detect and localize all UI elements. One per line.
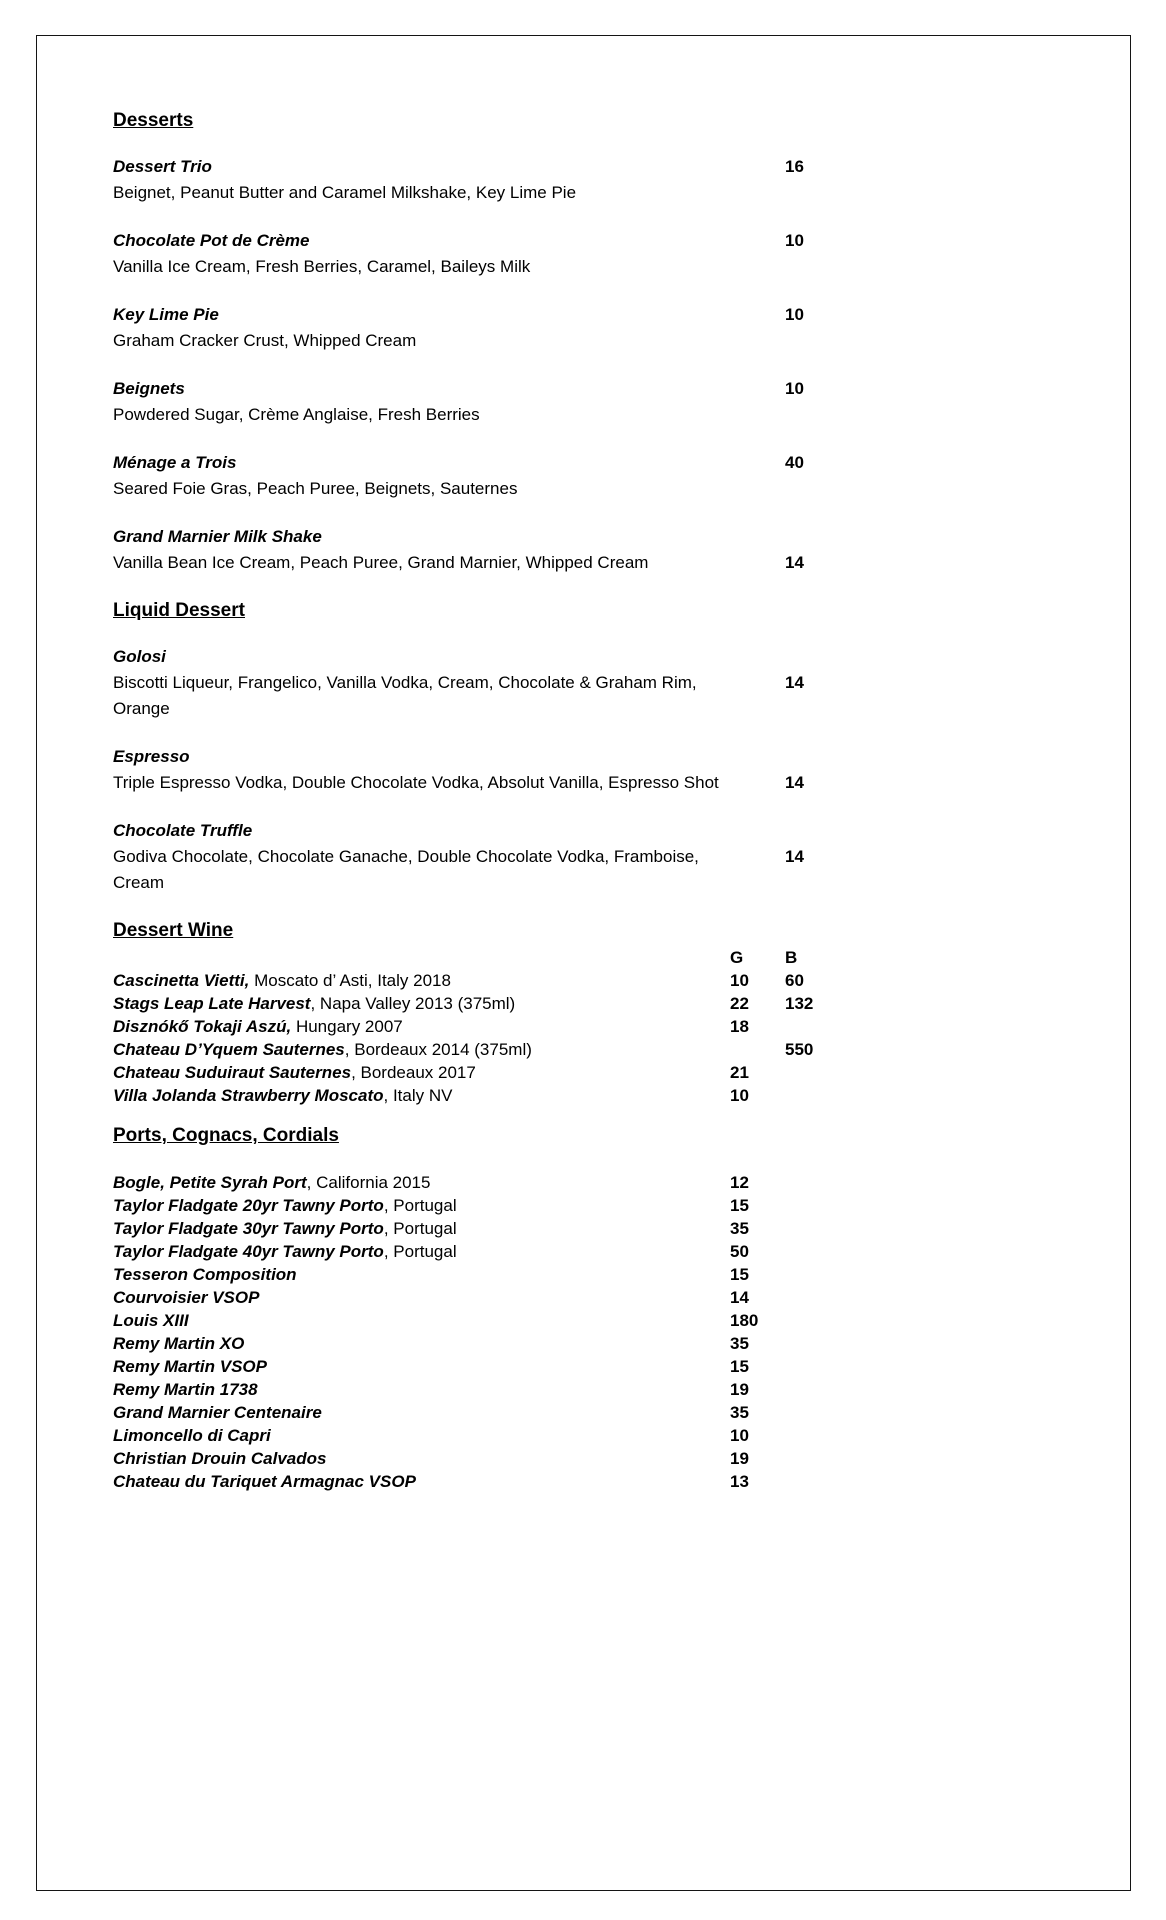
item-name-row	[113, 450, 863, 476]
item-name: Limoncello di Capri	[113, 1426, 271, 1445]
bottle-price	[785, 1401, 863, 1424]
menu-item	[113, 1263, 863, 1286]
item-price	[785, 744, 863, 770]
section-desserts	[113, 108, 863, 576]
column-header-spacer	[113, 946, 730, 969]
section-liquid-dessert	[113, 598, 863, 896]
menu-item	[113, 1286, 863, 1309]
item-detail: , Portugal	[383, 1242, 457, 1261]
wine-column-headers	[113, 946, 863, 969]
menu-item	[113, 1401, 863, 1424]
menu-item	[113, 1038, 863, 1061]
item-name-cell	[113, 744, 730, 770]
menu-item	[113, 644, 863, 722]
item-name: Disznókő Tokaji Aszú,	[113, 1017, 292, 1036]
item-name: Courvoisier VSOP	[113, 1288, 260, 1307]
column-spacer	[730, 402, 785, 428]
bottle-price	[785, 1332, 863, 1355]
item-name: Stags Leap Late Harvest	[113, 994, 311, 1013]
item-description: Powdered Sugar, Crème Anglaise, Fresh Berries	[113, 405, 480, 424]
item-detail: , Portugal	[383, 1196, 457, 1215]
menu-item	[113, 450, 863, 502]
item-name-cell	[113, 1217, 730, 1240]
glass-price: 22	[730, 994, 749, 1013]
item-name-row	[113, 524, 863, 550]
menu-item	[113, 376, 863, 428]
item-name-cell	[113, 1194, 730, 1217]
item-price: 40	[785, 453, 804, 472]
item-name-cell	[113, 1084, 730, 1107]
item-price: 10	[785, 231, 804, 250]
menu-content	[113, 108, 863, 1493]
item-description: Godiva Chocolate, Chocolate Ganache, Double Chocolate Vodka, Framboise, Cream	[113, 847, 699, 892]
item-description-row	[113, 328, 863, 354]
item-price: 13	[730, 1472, 749, 1491]
item-price: 10	[730, 1426, 749, 1445]
item-name-row	[113, 376, 863, 402]
item-price: 14	[785, 553, 804, 572]
item-price: 15	[730, 1357, 749, 1376]
item-name: Golosi	[113, 647, 166, 666]
item-price	[785, 524, 863, 550]
item-name: Ménage a Trois	[113, 453, 237, 472]
glass-price	[730, 1038, 785, 1061]
item-name-cell	[113, 1240, 730, 1263]
glass-column-label: G	[730, 948, 744, 967]
menu-item	[113, 1240, 863, 1263]
item-description: Beignet, Peanut Butter and Caramel Milkshake, Key Lime Pie	[113, 183, 577, 202]
menu-item	[113, 1447, 863, 1470]
glass-price: 21	[730, 1063, 749, 1082]
menu-item	[113, 1355, 863, 1378]
item-name-row	[113, 744, 863, 770]
bottle-price	[785, 1015, 863, 1038]
item-name-cell	[113, 992, 730, 1015]
menu-item	[113, 154, 863, 206]
bottle-price	[785, 1286, 863, 1309]
menu-item	[113, 228, 863, 280]
item-name-row	[113, 154, 863, 180]
bottle-price	[785, 1171, 863, 1194]
column-spacer	[730, 154, 785, 180]
column-spacer	[730, 644, 785, 670]
item-name-cell	[113, 1424, 730, 1447]
column-spacer	[730, 328, 785, 354]
item-description: Biscotti Liqueur, Frangelico, Vanilla Vodka, Cream, Chocolate & Graham Rim, Orange	[113, 673, 697, 718]
bottle-price	[785, 1061, 863, 1084]
item-price	[785, 180, 863, 206]
item-name: Key Lime Pie	[113, 305, 219, 324]
bottle-price	[785, 1447, 863, 1470]
bottle-price	[785, 1424, 863, 1447]
section-ports-cognacs-cordials	[113, 1123, 863, 1493]
item-name-cell	[113, 450, 730, 476]
section-items	[113, 1171, 863, 1493]
item-detail: , Napa Valley 2013 (375ml)	[310, 994, 516, 1013]
item-name-cell	[113, 1470, 730, 1493]
item-price: 180	[730, 1311, 759, 1330]
bottle-price	[785, 1240, 863, 1263]
item-price: 14	[785, 773, 804, 792]
menu-item	[113, 1309, 863, 1332]
item-name-cell	[113, 1309, 730, 1332]
menu-item	[113, 1084, 863, 1107]
bottle-price	[785, 1217, 863, 1240]
item-name: Villa Jolanda Strawberry Moscato	[113, 1086, 384, 1105]
item-name: Chateau Suduiraut Sauternes	[113, 1063, 352, 1082]
item-name-cell	[113, 524, 730, 550]
item-price: 35	[730, 1403, 749, 1422]
section-items	[113, 644, 863, 896]
item-description: Seared Foie Gras, Peach Puree, Beignets, Sauternes	[113, 479, 518, 498]
item-name: Remy Martin VSOP	[113, 1357, 267, 1376]
item-price: 50	[730, 1242, 749, 1261]
item-name-cell	[113, 1401, 730, 1424]
item-name-row	[113, 644, 863, 670]
item-description: Vanilla Bean Ice Cream, Peach Puree, Grand Marnier, Whipped Cream	[113, 553, 649, 572]
item-name-cell	[113, 1015, 730, 1038]
menu-item	[113, 1194, 863, 1217]
item-name: Remy Martin XO	[113, 1334, 245, 1353]
item-description-row	[113, 476, 863, 502]
item-name: Remy Martin 1738	[113, 1380, 258, 1399]
menu-item	[113, 1424, 863, 1447]
item-price	[785, 402, 863, 428]
item-price: 19	[730, 1449, 749, 1468]
item-name-cell	[113, 154, 730, 180]
item-price	[785, 818, 863, 844]
item-description-row	[113, 670, 863, 722]
item-name-cell	[113, 644, 730, 670]
glass-price: 18	[730, 1017, 749, 1036]
section-heading: Liquid Dessert	[113, 600, 245, 621]
item-price: 12	[730, 1173, 749, 1192]
item-name-cell	[113, 1171, 730, 1194]
column-spacer	[730, 744, 785, 770]
item-price: 15	[730, 1196, 749, 1215]
bottle-price: 550	[785, 1040, 814, 1059]
menu-item	[113, 1015, 863, 1038]
item-detail: , Italy NV	[383, 1086, 453, 1105]
bottle-price	[785, 1309, 863, 1332]
item-name: Tesseron Composition	[113, 1265, 297, 1284]
menu-item	[113, 744, 863, 796]
menu-item	[113, 302, 863, 354]
bottle-price: 132	[785, 994, 814, 1013]
column-spacer	[730, 550, 785, 576]
item-price: 14	[730, 1288, 749, 1307]
column-spacer	[730, 770, 785, 796]
item-description-row	[113, 180, 863, 206]
item-description: Graham Cracker Crust, Whipped Cream	[113, 331, 417, 350]
item-name: Espresso	[113, 747, 190, 766]
menu-item	[113, 1470, 863, 1493]
column-spacer	[730, 524, 785, 550]
bottle-column-label: B	[785, 948, 798, 967]
item-name-cell	[113, 1263, 730, 1286]
item-name: Bogle, Petite Syrah Port	[113, 1173, 307, 1192]
item-name-row	[113, 818, 863, 844]
glass-price: 10	[730, 971, 749, 990]
bottle-price: 60	[785, 971, 804, 990]
item-detail: , Portugal	[383, 1219, 457, 1238]
column-spacer	[730, 376, 785, 402]
section-heading: Desserts	[113, 110, 194, 131]
item-price: 10	[785, 379, 804, 398]
item-description: Triple Espresso Vodka, Double Chocolate Vodka, Absolut Vanilla, Espresso Shot	[113, 773, 719, 792]
column-spacer	[730, 254, 785, 280]
item-name-cell	[113, 302, 730, 328]
item-name-row	[113, 228, 863, 254]
item-price: 35	[730, 1219, 749, 1238]
section-heading: Dessert Wine	[113, 920, 234, 941]
item-price: 16	[785, 157, 804, 176]
item-name-cell	[113, 1286, 730, 1309]
menu-item	[113, 1378, 863, 1401]
item-detail: , Bordeaux 2017	[351, 1063, 476, 1082]
item-name-cell	[113, 969, 730, 992]
item-name-cell	[113, 1355, 730, 1378]
item-price: 10	[785, 305, 804, 324]
item-description-row	[113, 770, 863, 796]
item-name: Chocolate Truffle	[113, 821, 253, 840]
column-spacer	[730, 302, 785, 328]
item-price: 35	[730, 1334, 749, 1353]
glass-price: 10	[730, 1086, 749, 1105]
column-spacer	[730, 450, 785, 476]
item-detail: , California 2015	[306, 1173, 431, 1192]
item-price	[785, 328, 863, 354]
item-detail: Moscato d’ Asti, Italy 2018	[249, 971, 451, 990]
column-spacer	[730, 228, 785, 254]
column-spacer	[730, 844, 785, 896]
item-price: 19	[730, 1380, 749, 1399]
item-name: Cascinetta Vietti,	[113, 971, 250, 990]
item-description: Vanilla Ice Cream, Fresh Berries, Caramel, Baileys Milk	[113, 257, 531, 276]
item-name-cell	[113, 1332, 730, 1355]
item-price: 15	[730, 1265, 749, 1284]
bottle-price	[785, 1355, 863, 1378]
section-items	[113, 946, 863, 1107]
item-detail: , Bordeaux 2014 (375ml)	[344, 1040, 532, 1059]
item-name-cell	[113, 376, 730, 402]
menu-item	[113, 969, 863, 992]
item-name-cell	[113, 1378, 730, 1401]
item-name: Chocolate Pot de Crème	[113, 231, 310, 250]
item-name: Beignets	[113, 379, 185, 398]
item-price	[785, 254, 863, 280]
item-name-cell	[113, 1038, 730, 1061]
item-name: Grand Marnier Milk Shake	[113, 527, 322, 546]
bottle-price	[785, 1084, 863, 1107]
item-description-row	[113, 254, 863, 280]
section-items	[113, 154, 863, 576]
menu-item	[113, 524, 863, 576]
item-name-cell	[113, 1447, 730, 1470]
item-price	[785, 644, 863, 670]
item-name: Chateau du Tariquet Armagnac VSOP	[113, 1472, 416, 1491]
menu-item	[113, 992, 863, 1015]
column-spacer	[730, 670, 785, 722]
item-name: Taylor Fladgate 20yr Tawny Porto	[113, 1196, 384, 1215]
item-description-row	[113, 844, 863, 896]
item-name-cell	[113, 228, 730, 254]
section-heading: Ports, Cognacs, Cordials	[113, 1125, 339, 1146]
column-spacer	[730, 818, 785, 844]
menu-item	[113, 1332, 863, 1355]
item-name: Louis XIII	[113, 1311, 189, 1330]
item-name: Taylor Fladgate 30yr Tawny Porto	[113, 1219, 384, 1238]
item-price: 14	[785, 673, 804, 692]
item-name: Christian Drouin Calvados	[113, 1449, 327, 1468]
item-name-cell	[113, 1061, 730, 1084]
section-dessert-wine	[113, 918, 863, 1107]
column-spacer	[730, 476, 785, 502]
bottle-price	[785, 1263, 863, 1286]
menu-item	[113, 1061, 863, 1084]
bottle-price	[785, 1378, 863, 1401]
item-name: Chateau D’Yquem Sauternes	[113, 1040, 345, 1059]
item-price: 14	[785, 847, 804, 866]
item-description-row	[113, 402, 863, 428]
item-name: Dessert Trio	[113, 157, 212, 176]
menu-item	[113, 1171, 863, 1194]
column-spacer	[730, 180, 785, 206]
item-name: Grand Marnier Centenaire	[113, 1403, 322, 1422]
item-name: Taylor Fladgate 40yr Tawny Porto	[113, 1242, 384, 1261]
item-description-row	[113, 550, 863, 576]
bottle-price	[785, 1470, 863, 1493]
item-name-cell	[113, 818, 730, 844]
menu-item	[113, 818, 863, 896]
item-name-row	[113, 302, 863, 328]
item-price	[785, 476, 863, 502]
menu-item	[113, 1217, 863, 1240]
item-detail: Hungary 2007	[291, 1017, 403, 1036]
bottle-price	[785, 1194, 863, 1217]
